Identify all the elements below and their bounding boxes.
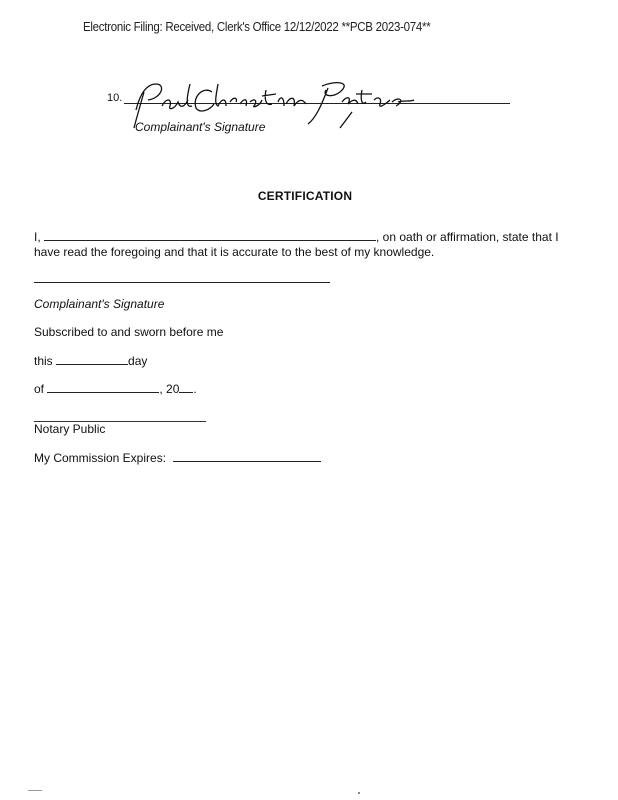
page-edge-mark [28,790,42,791]
page-edge-dot [358,792,360,794]
day-label: day [128,354,148,368]
name-blank [44,229,376,241]
month-blank [47,381,159,393]
commission-line [34,450,321,465]
complainant-signature-caption: Complainant's Signature [34,297,165,311]
complainant-signature-line [34,282,330,283]
of-label: of [34,382,45,396]
commission-label: My Commission Expires: [34,451,167,465]
month-year-line [34,381,197,396]
certification-statement [34,229,574,260]
day-line [34,353,147,368]
year-suffix: . [193,382,197,396]
year-blank [179,381,193,393]
notary-public-label: Notary Public [34,422,106,436]
subscribed-text: Subscribed to and sworn before me [34,325,224,339]
this-label: this [34,354,53,368]
item-number: 10. [107,92,123,104]
signature-caption-top: Complainant's Signature [135,120,266,134]
statement-prefix: I, [34,230,41,244]
certification-title: CERTIFICATION [257,189,353,203]
day-blank [56,353,128,365]
filing-stamp: Electronic Filing: Received, Clerk's Office 12/12/2022 **PCB 2023-074** [83,20,431,34]
commission-blank [173,450,321,462]
statement-suffix: , on oath or affirmation, state that I have read the foregoing and that it is accurate to the best of my knowledge. [34,230,559,259]
year-prefix: , 20 [159,382,180,396]
